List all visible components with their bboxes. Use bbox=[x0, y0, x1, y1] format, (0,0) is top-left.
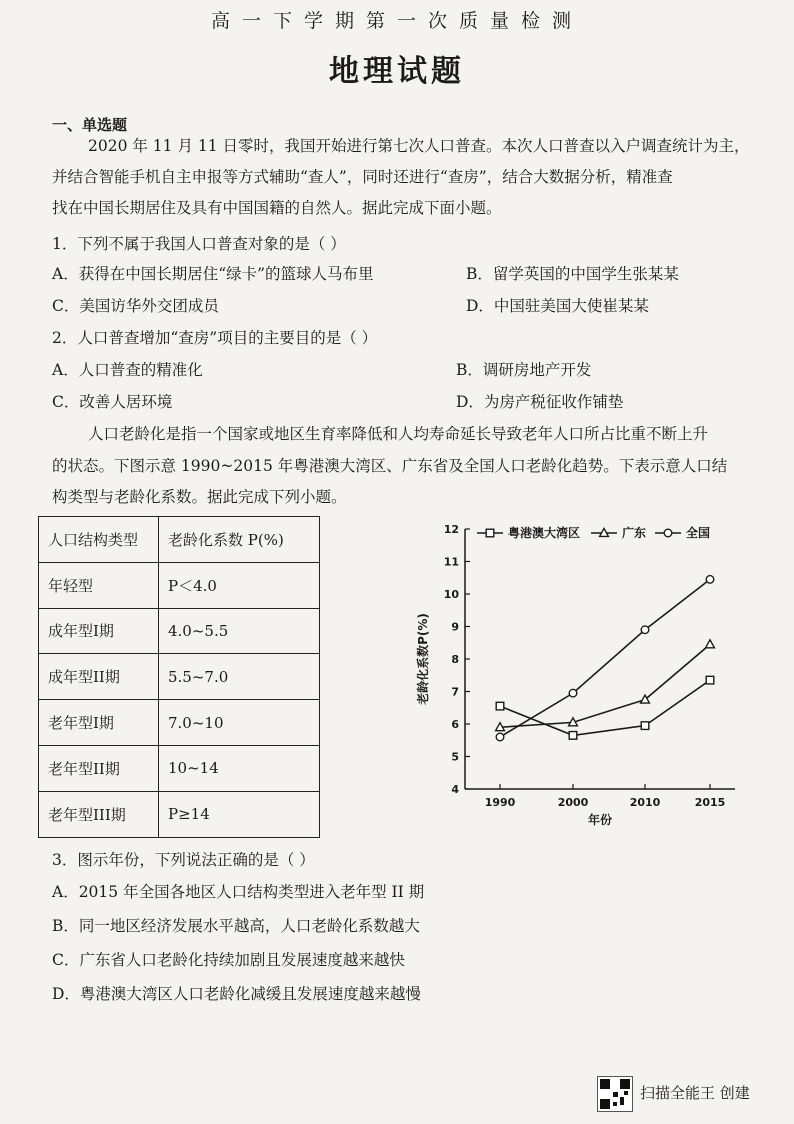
table-cell: 4.0~5.5 bbox=[159, 608, 320, 654]
table-cell: 年轻型 bbox=[39, 562, 159, 608]
y-tick-label: 6 bbox=[451, 718, 459, 731]
table-cell: 老年型III期 bbox=[39, 791, 159, 837]
data-point-series-1 bbox=[706, 676, 714, 684]
qr-code-icon bbox=[597, 1076, 633, 1112]
y-tick-label: 8 bbox=[451, 653, 459, 666]
table-cell: 成年型II期 bbox=[39, 654, 159, 700]
table-header-row bbox=[39, 517, 320, 563]
question-2-stem: 2．人口普查增加“查房”项目的主要目的是（ ） bbox=[52, 329, 378, 347]
legend-marker bbox=[486, 529, 494, 537]
x-tick-label: 2000 bbox=[557, 796, 589, 809]
y-tick-label: 4 bbox=[451, 783, 459, 796]
intro2-line-2: 的状态。下图示意 1990~2015 年粤港澳大湾区、广东省及全国人口老龄化趋势。下表示意人口结 bbox=[52, 457, 728, 475]
question-1-option-b: B．留学英国的中国学生张某某 bbox=[466, 265, 679, 283]
legend-label: 广东 bbox=[622, 526, 647, 540]
table-cell: 成年型I期 bbox=[39, 608, 159, 654]
x-axis-label: 年份 bbox=[587, 813, 613, 827]
data-point-series-1 bbox=[641, 722, 649, 730]
x-tick-label: 1990 bbox=[484, 796, 516, 809]
series-line-2 bbox=[500, 644, 710, 727]
intro-line-2: 并结合智能手机自主申报等方式辅助“查人”，同时还进行“查房”，结合大数据分析，精准查 bbox=[52, 168, 673, 186]
y-tick-label: 12 bbox=[443, 523, 459, 536]
table-cell: 老年型II期 bbox=[39, 745, 159, 791]
table-cell: 7.0~10 bbox=[159, 700, 320, 746]
y-tick-label: 9 bbox=[451, 620, 459, 634]
question-3-option-d: D．粤港澳大湾区人口老龄化减缓且发展速度越来越慢 bbox=[52, 985, 421, 1003]
data-point-series-2 bbox=[706, 640, 715, 648]
x-tick-label: 2010 bbox=[629, 796, 661, 809]
legend-marker bbox=[664, 529, 672, 537]
question-3-option-c: C．广东省人口老龄化持续加剧且发展速度越来越快 bbox=[52, 951, 405, 969]
scanner-brand-label: 扫描全能王 创建 bbox=[640, 1084, 750, 1102]
table-row bbox=[39, 791, 320, 837]
data-point-series-3 bbox=[641, 626, 649, 634]
question-1-option-d: D．中国驻美国大使崔某某 bbox=[466, 297, 649, 315]
x-tick-label: 2015 bbox=[694, 796, 726, 809]
y-tick-label: 7 bbox=[451, 685, 459, 699]
question-2-option-c: C．改善人居环境 bbox=[52, 393, 173, 411]
page-title: 地理试题 bbox=[329, 54, 465, 89]
question-1-option-a: A．获得在中国长期居住“绿卡”的篮球人马布里 bbox=[52, 265, 374, 283]
question-3-stem: 3．图示年份，下列说法正确的是（ ） bbox=[52, 851, 315, 869]
series-line-3 bbox=[500, 579, 710, 737]
table-row bbox=[39, 745, 320, 791]
data-point-series-1 bbox=[496, 702, 504, 710]
data-point-series-1 bbox=[569, 732, 577, 740]
section-heading: 一、单选题 bbox=[52, 116, 128, 134]
intro2-line-3: 构类型与老龄化系数。据此完成下列小题。 bbox=[52, 488, 347, 506]
y-tick-label: 5 bbox=[451, 750, 459, 764]
legend-label: 全国 bbox=[686, 526, 711, 540]
intro-line-1: 2020 年 11 月 11 日零时，我国开始进行第七次人口普查。本次人口普查以入户调查统计为主， bbox=[88, 137, 750, 155]
exam-header: 高一下学期第一次质量检测 bbox=[210, 10, 583, 32]
question-1-stem: 1．下列不属于我国人口普查对象的是（ ） bbox=[52, 235, 346, 253]
table-row bbox=[39, 608, 320, 654]
data-point-series-3 bbox=[706, 576, 714, 584]
data-point-series-3 bbox=[569, 689, 577, 697]
population-structure-table bbox=[38, 516, 320, 838]
question-2-option-a: A．人口普查的精准化 bbox=[52, 361, 203, 379]
legend-label: 粤港澳大湾区 bbox=[508, 526, 581, 540]
y-tick-label: 11 bbox=[443, 555, 459, 569]
table-row bbox=[39, 562, 320, 608]
table-header-cell: 人口结构类型 bbox=[39, 517, 159, 563]
table-cell: 10~14 bbox=[159, 745, 320, 791]
aging-trend-chart bbox=[405, 515, 755, 830]
table-row bbox=[39, 700, 320, 746]
data-point-series-3 bbox=[496, 733, 504, 741]
question-1-option-c: C．美国访华外交团成员 bbox=[52, 297, 219, 315]
y-axis-label: 老龄化系数P(%) bbox=[416, 613, 430, 705]
question-2-option-b: B．调研房地产开发 bbox=[456, 361, 592, 379]
table-header-cell: 老龄化系数 P(%) bbox=[159, 517, 320, 563]
table-cell: P≥14 bbox=[159, 791, 320, 837]
question-3-option-b: B．同一地区经济发展水平越高，人口老龄化系数越大 bbox=[52, 917, 420, 935]
intro2-line-1: 人口老龄化是指一个国家或地区生育率降低和人均寿命延长导致老年人口所占比重不断上升 bbox=[88, 425, 709, 443]
y-tick-label: 10 bbox=[443, 588, 459, 601]
table-cell: 5.5~7.0 bbox=[159, 654, 320, 700]
question-2-option-d: D．为房产税征收作铺垫 bbox=[456, 393, 624, 411]
intro-line-3: 找在中国长期居住及具有中国国籍的自然人。据此完成下面小题。 bbox=[52, 199, 502, 217]
series-line-1 bbox=[500, 680, 710, 735]
table-row bbox=[39, 654, 320, 700]
table-cell: P＜4.0 bbox=[159, 562, 320, 608]
question-3-option-a: A．2015 年全国各地区人口结构类型进入老年型 II 期 bbox=[52, 883, 425, 901]
table-cell: 老年型I期 bbox=[39, 700, 159, 746]
